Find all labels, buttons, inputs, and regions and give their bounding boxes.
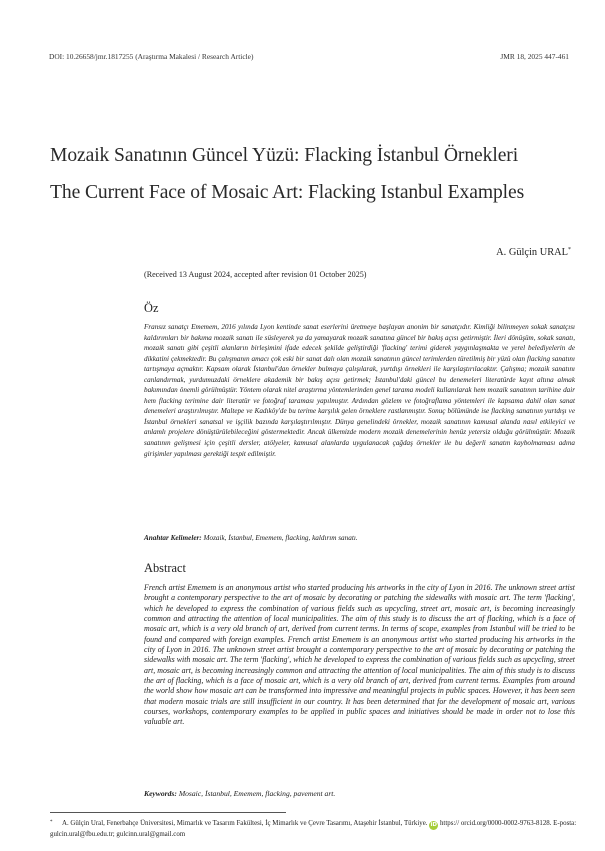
title-turkish: Mozaik Sanatının Güncel Yüzü: Flacking İstanbul Örnekleri [50,145,519,166]
orcid-icon[interactable]: iD [430,822,437,828]
orcid-and-email[interactable]: orcid.org/0000-0002-9763-8128. E-posta: gulcin.ural@fbu.edu.tr; gulcinn.ural@gmail.com [50,820,577,838]
author-text: A. Gülçin URAL [496,247,568,258]
oz-keywords-label: Anahtar Kelimeler: [144,534,202,542]
abstract-keywords-list: Mosaic, İstanbul, Ememem, flacking, pavement art. [178,789,336,798]
orcid-prefix[interactable]: https:// [439,820,460,827]
oz-heading: Öz [144,301,159,315]
title-english: The Current Face of Mosaic Art: Flacking Istanbul Examples [50,182,525,203]
footnote [50,818,580,840]
footnote-affiliation: A. Gülçin Ural, Fenerbahçe Üniversitesi, Mimarlık ve Tasarım Fakültesi, İç Mimarlık ve Çevre Tasarımı, Ataşehir İstanbul, Türkiye. [62,820,428,827]
journal-header: JMR 18, 2025 447-461 [500,52,569,61]
oz-keywords-list: Mozaik, İstanbul, Ememem, flacking, kaldırım sanatı. [203,534,358,542]
abstract-keywords-label: Keywords: [144,789,177,798]
author-name [496,247,571,258]
oz-text: Fransız sanatçı Ememem, 2016 yılında Lyon kentinde sanat eserlerini üretmeye başlayan anonim bir sanatçıdır. Kimliği bilinmeyen sokak sanatçısı kaldırımları bir bakıma mozaik sanatı ile süsleyerek ya da yamayarak mozaik sanatına güncel bir bakış açısı getirmiştir. İleri dönüşüm, sokak sanatı, mozaik sanatı gibi çeşitli alanların birleşimini ifade edecek şekilde geliştirdiği 'flacking' terimi giderek yaygınlaşmakta ve yerel belediyelerin de dikkatini çekmektedir. Bu çalışmanın amacı çok eski bir sanat dalı olan mozaik sanatının güncel terimlerden türetilmiş bir yüzü olan flacking sanatını tartışmaya açmaktır. Kapsam olarak İstanbul'dan örnekler bulmaya çalışılarak, yurtdışı örnekleri ile karşılaştırılacaktır. Çalışma; mozaik sanatını canlandırmak, yurdumuzdaki örneklere akademik bir bakış açısı getirmek; İstanbul'daki güncel bu denemeleri literatürde kayıt altına almak bakımından önemli görülmüştür. Yöntem olarak nitel araştırma yöntemlerinden genel tarama modeli kullanılarak hem mozaik sanatının tarihine dair hem flacking terimine dair literatür ve fotoğraf taraması yapılmıştır. Ardından gözlem ve fotoğraflama yöntemleri ile kapsama dahil olan sanat denemeleri araştırılmıştır. Maltepe ve Kadıköy'de bu terime karşılık gelen örneklere rastlanmıştır. Sonuç bölümünde ise flacking sanatının yurtdışı ve İstanbul örnekleri sanatsal ve işçilik bazında karşılaştırılmıştır. Dünya genelindeki örnekler, mozaik sanatının kamusal alanda nasıl etkileyici ve anlamlı projelere dönüştürülebileceğini göstermektedir. Ancak ülkemizde modern mozaik denemelerinin henüz yetersiz olduğu görülmüştür. Mozaik sanatının gelişmesi için çeşitli dersler, atölyeler, kamusal alanlarda uygulanacak çağdaş örnekler ile bu değerli sanatın kaybolmaması adına girişimler yapılması gerektiği tespit edilmiştir. [144,323,575,458]
abstract-heading: Abstract [144,561,186,575]
received-dates: (Received 13 August 2024, accepted after revision 01 October 2025) [144,270,367,279]
footnote-mark: * [50,820,53,825]
footnote-rule [50,812,286,813]
author-footnote-mark: * [568,247,571,253]
abstract-keywords [144,789,335,798]
abstract-text: French artist Ememem is an anonymous artist who started producing his artworks in the city of Lyon in 2016. The unknown street artist brought a contemporary perspective to the art of mosaic by decorating or patching the sidewalks with mosaic art. The term 'flacking', which he developed to express the combination of various fields such as upcycling, street art, mosaic art, is becoming increasingly common and attracting the attention of local municipalities. The aim of this study is to discuss the art of flacking, which is a face of mosaic art, which is a very old branch of art, derived from current terms. In terms of scope, examples from Istanbul will be tried to be found and compared with foreign examples. French artist Ememem is an anonymous artist who started producing his artworks in the city of Lyon in 2016. The unknown street artist brought a contemporary perspective to the art of mosaic by decorating or patching the sidewalks with mosaic art. The term 'flacking', which he developed to express the combination of various fields such as upcycling, street art, mosaic art, is becoming increasingly common and attracting the attention of local municipalities. The aim of this study is to discuss the art of flacking, which is a face of mosaic art, which is a very old branch of art, derived from current terms. Examples from around the world show how mosaic art can be transformed into impressive and meaningful projects in public spaces. However, it has been seen that modern mosaic trials are still insufficient in our country. It has been determined that for the development of mosaic art, various courses, workshops, contemporary examples to be applied in public spaces and initiatives should be made in order not to lose this valuable art. [144,583,575,727]
doi-header: DOI: 10.26658/jmr.1817255 (Araştırma Makalesi / Research Article) [49,52,254,61]
oz-keywords [144,533,575,543]
